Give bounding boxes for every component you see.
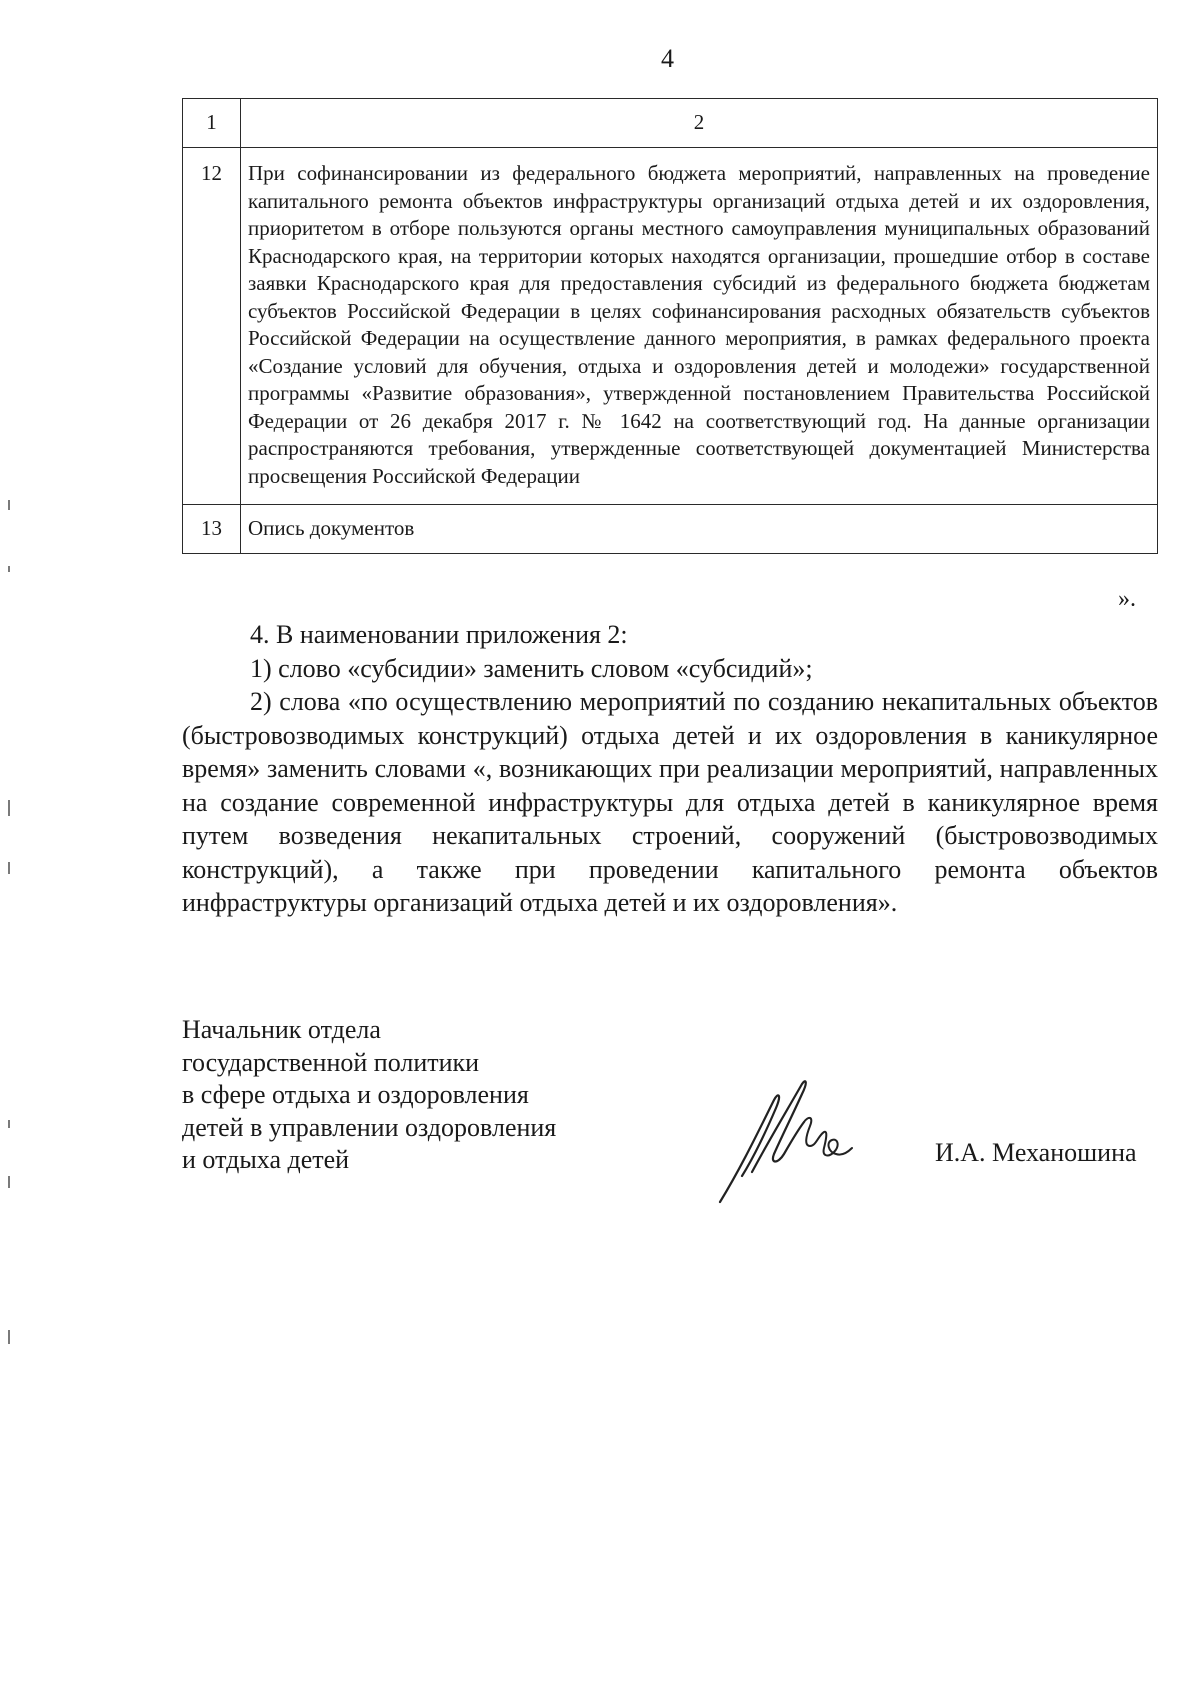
row-text: При софинансировании из федерального бюджета мероприятий, направленных на проведение капитального ремонта объектов инфраструктуры организаций отдыха детей и их оздоровления, приоритетом в отборе пользуются органы местного самоуправления муниципальных образований Краснодарского края, на территории которых находятся организации, прошедшие отбор в составе заявки Краснодарского края для предоставления субсидий из федерального бюджета бюджетам субъектов Российской Федерации в целях софинансирования расходных обязательств субъектов Российской Федерации на осуществление данного мероприятия, в рамках федерального проекта «Создание условий для обучения, отдыха и оздоровления детей и молодежи» государственной программы «Развитие образования», утвержденной постановлением Правительства Российской Федерации от 26 декабря 2017 г. № 1642 на соответствующий год. На данные организации распространяются требования, утвержденные соответствующей документацией Министерства просвещения Российской Федерации xyxy=(241,148,1158,505)
table-row xyxy=(183,148,1158,505)
table-header-row xyxy=(183,99,1158,148)
row-text: Опись документов xyxy=(241,505,1158,554)
table-header-cell-1: 1 xyxy=(183,99,241,148)
scan-artifact xyxy=(8,500,10,510)
amendment-paragraph: 4. В наименовании приложения 2: xyxy=(250,620,628,649)
signer-name: И.А. Механошина xyxy=(935,1138,1137,1167)
scan-artifact xyxy=(8,1330,10,1344)
page-number: 4 xyxy=(661,44,674,73)
handwritten-signature xyxy=(712,1076,872,1206)
position-line: детей в управлении оздоровления xyxy=(182,1112,557,1142)
table-closing-quote: ». xyxy=(1118,586,1136,612)
amendment-paragraph: 1) слово «субсидии» заменить словом «субсидий»; xyxy=(250,653,813,683)
scan-artifact xyxy=(8,1176,10,1188)
row-number: 12 xyxy=(183,148,241,505)
amendment-table xyxy=(182,98,1158,554)
scan-artifact xyxy=(8,862,10,874)
row-number: 13 xyxy=(183,505,241,554)
amendments-body xyxy=(182,618,1158,920)
scan-artifact xyxy=(8,800,10,816)
signatory-position xyxy=(182,1014,556,1177)
position-line: в сфере отдыха и оздоровления xyxy=(182,1080,529,1109)
position-line: и отдыха детей xyxy=(182,1145,350,1174)
amendment-paragraph: 2) слова «по осуществлению мероприятий по созданию некапитальных объектов (быстровозводимых конструкций) отдыха детей и их оздоровления в каникулярное время» заменить словами «, возникающих при реализации мероприятий, направленных на создание современной инфраструктуры для отдыха детей в каникулярное время путем возведения некапитальных строений, сооружений (быстровозводимых конструкций), а также при проведении капитального ремонта объектов инфраструктуры организаций отдыха детей и их оздоровления». xyxy=(182,687,1158,917)
table-row xyxy=(183,505,1158,554)
table-header-cell-2: 2 xyxy=(241,99,1158,148)
scan-artifact xyxy=(8,566,10,572)
scan-artifact xyxy=(8,1120,10,1128)
position-line: Начальник отдела xyxy=(182,1015,381,1044)
position-line: государственной политики xyxy=(182,1047,480,1077)
